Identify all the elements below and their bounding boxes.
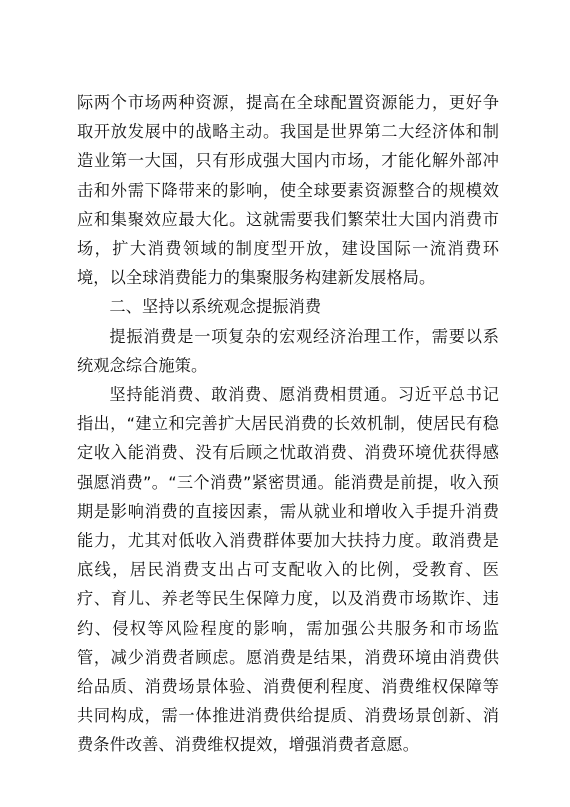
paragraph-continuation: 际两个市场两种资源，提高在全球配置资源能力，更好争取开放发展中的战略主动。我国是世界第二大经济体和制造业第一大国，只有形成强大国内市场，才能化解外部冲击和外需下降带来的影响，使全球要素资源整合的规模效应和集聚效应最大化。这就需要我们繁荣壮大国内消费市场，扩大消费领域的制度型开放，建设国际一流消费环境，以全球消费能力的集聚服务构建新发展格局。 <box>77 93 499 288</box>
section-heading: 二、坚持以系统观念提振消费 <box>109 297 322 317</box>
document-body <box>77 88 499 760</box>
paragraph-consumption: 坚持能消费、敢消费、愿消费相贯通。习近平总书记指出，“建立和完善扩大居民消费的长效机制，使居民有稳定收入能消费、没有后顾之忧敢消费、消费环境优获得感强愿消费”。“三个消费”紧密贯通。能消费是前提，收入预期是影响消费的直接因素，需从就业和增收入手提升消费能力，尤其对低收入消费群体要加大扶持力度。敢消费是底线，居民消费支出占可支配收入的比例，受教育、医疗、育儿、养老等民生保障力度，以及消费市场欺诈、违约、侵权等风险程度的影响，需加强公共服务和市场监管，减少消费者顾虑。愿消费是结果，消费环境由消费供给品质、消费场景体验、消费便利程度、消费维权保障等共同构成，需一体推进消费供给提质、消费场景创新、消费条件改善、消费维权提效，增强消费者意愿。 <box>77 385 499 755</box>
paragraph-intro: 提振消费是一项复杂的宏观经济治理工作，需要以系统观念综合施策。 <box>77 326 499 375</box>
